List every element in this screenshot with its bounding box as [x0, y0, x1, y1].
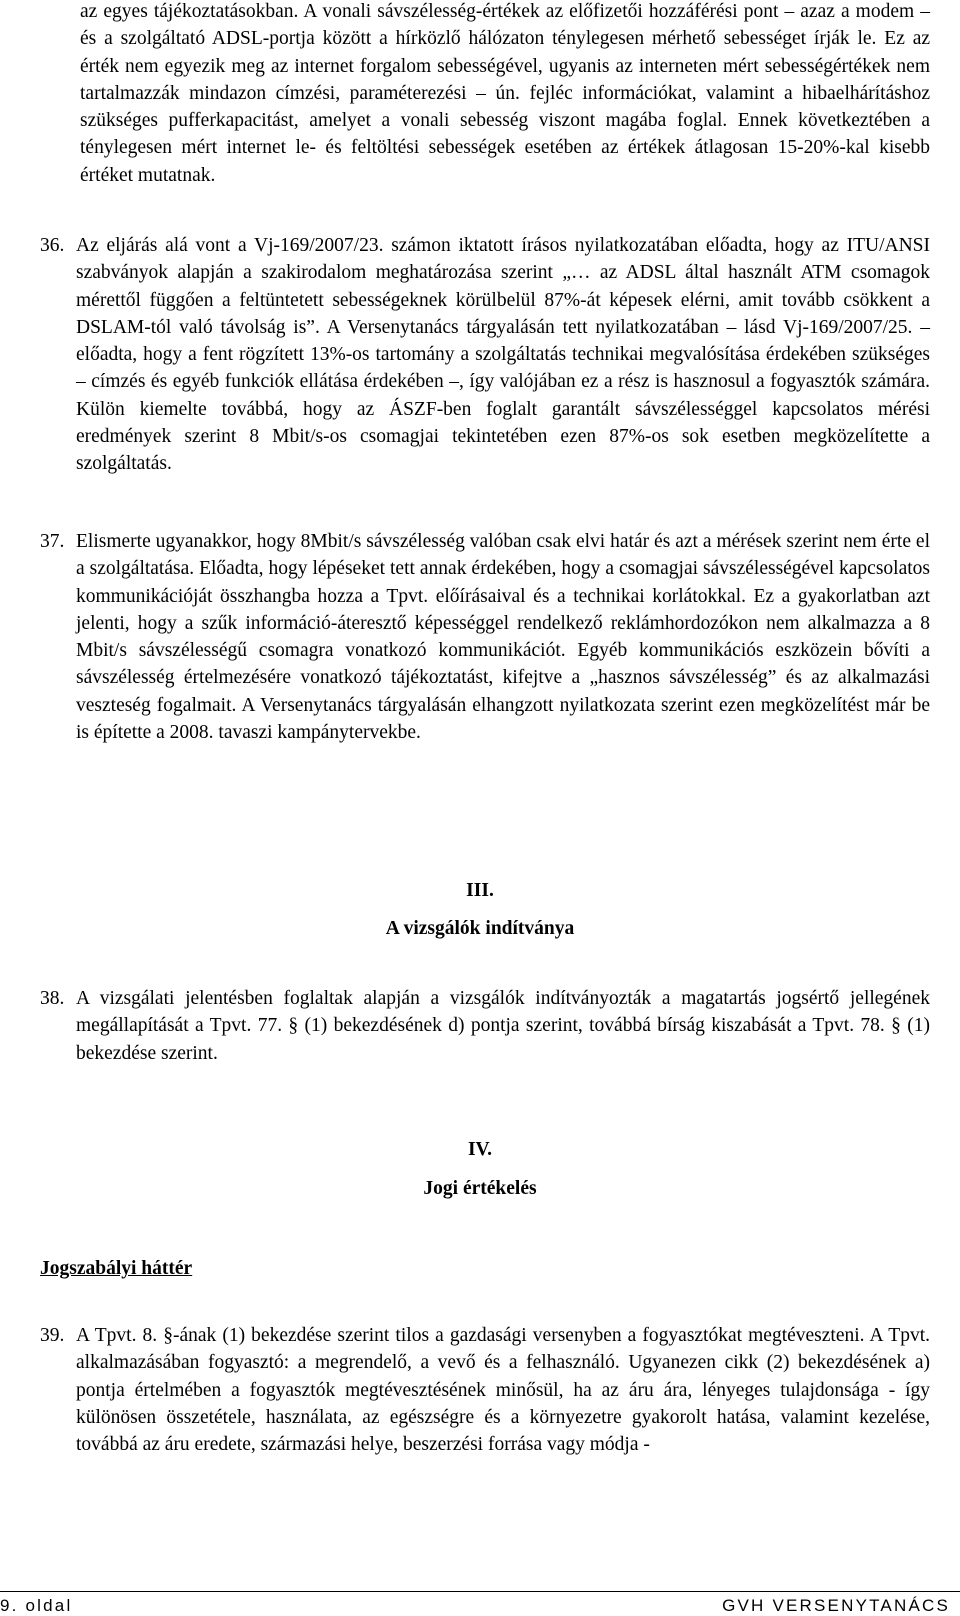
footer-divider: [0, 1591, 960, 1592]
section-title-iii: A vizsgálók indítványa: [385, 918, 575, 939]
section-title-iv: Jogi értékelés: [423, 1178, 537, 1199]
paragraph-text: Az eljárás alá vont a Vj-169/2007/23. számon iktatott írásos nyilatkozatában előadta, hogy az ITU/ANSI szabványok alapján a szakirodalom meghatározása szerint „… az ADSL által használt ATM csomagok mérettől függően a feltüntetett sebességeknek körülbelül 87%-át képesek elérni, amit tovább csökkent a DSLAM-tól való távolság is”. A Versenytanács tárgyalásán tett nyilatkozatában – lásd Vj-169/2007/25. – előadta, hogy a fent rögzített 13%-os tartomány a szolgáltatás technikai megvalósítása érdekében szükséges – címzés és egyéb funkciók ellátása érdekében –, így valójában ez a rész is hasznosul a fogyasztók számára. Külön kiemelte továbbá, hogy az ÁSZF-ben foglalt garantált sávszélességgel kapcsolatos mérési eredmények szerint 8 Mbit/s-os csomagjai tekintetében ezen 87%-os sok esetben megközelítette a szolgáltatás.: [76, 235, 930, 475]
paragraph-number: 39.: [40, 1325, 65, 1346]
paragraph-text: A Tpvt. 8. §-ának (1) bekezdése szerint tilos a gazdasági versenyben a fogyasztókat megtéveszteni. A Tpvt. alkalmazásában fogyasztó: a megrendelő, a vevő és a felhasználó. Ugyanezen cikk (2) bekezdésének a) pontja értelmében a fogyasztók megtévesztésének minősül, ha az áru ára, lényeges tulajdonsága - így különösen összetétele, használata, az egészségre és a környezetre gyakorolt hatása, valamint kezelése, továbbá az áru eredete, származási helye, beszerzési forrása vagy módja -: [76, 1325, 930, 1456]
paragraph-36: [40, 232, 930, 478]
paragraph-number: 38.: [40, 988, 65, 1009]
footer-page-number: 9. oldal: [0, 1596, 73, 1615]
paragraph-text: Elismerte ugyanakkor, hogy 8Mbit/s sávszélesség valóban csak elvi határ és azt a mérések szerint nem érte el a szolgáltatása. Előadta, hogy lépéseket tett annak érdekében, hogy a csomagjai sávszélességével kapcsolatos kommunikációját összhangba hozza a Tpvt. előírásaival és a technikai korlátokkal. Ez a gyakorlatban azt jelenti, hogy a szűk információ-áteresztő képességgel rendelkező reklámhordozókon nem alkalmazza a 8 Mbit/s sávszélességű csomagra vonatkozó kommunikációt. Egyéb kommunikációs eszközein bővíti a sávszélesség értelmezésére vonatkozó tájékoztatást, kifejtve a „hasznos sávszélesség” és az alkalmazási veszteség fogalmait. A Versenytanács tárgyalásán elhangzott nyilatkozata szerint ezen megközelítést már be is építette a 2008. tavaszi kampánytervekbe.: [76, 531, 930, 744]
paragraph-39: [40, 1322, 930, 1458]
paragraph-38: [40, 985, 930, 1067]
paragraph-37: [40, 528, 930, 746]
paragraph-number: 37.: [40, 531, 65, 552]
paragraph-text: A vizsgálati jelentésben foglaltak alapján a vizsgálók indítványozták a magatartás jogsértő jellegének megállapítását a Tpvt. 77. § (1) bekezdésének d) pontja szerint, továbbá bírság kiszabását a Tpvt. 78. § (1) bekezdése szerint.: [76, 988, 930, 1064]
footer-organization: GVH VERSENYTANÁCS: [722, 1596, 950, 1615]
paragraph-number: 36.: [40, 235, 65, 256]
section-numeral-iii: III.: [466, 880, 494, 901]
subheading: Jogszabályi háttér: [40, 1258, 193, 1279]
section-numeral-iv: IV.: [467, 1139, 493, 1160]
intro-paragraph: az egyes tájékoztatásokban. A vonali sávszélesség-értékek az előfizetői hozzáférési pont – azaz a modem – és a szolgáltató ADSL-portja között a hírközlő hálózaton ténylegesen mérhető sebességet írják le. Ez az érték nem egyezik meg az internet forgalom sebességével, ugyanis az interneten mért sebességértékek nem tartalmazzák mindazon címzési, paraméterezési – ún. fejléc információkat, valamint a hibaelhárításhoz szükséges pufferkapacitást, amelyet a vonali sebesség viszont magába foglal. Ennek következtében a ténylegesen mért internet le- és feltöltési sebességek esetében az értékek átlagosan 15-20%-kal kisebb értéket mutatnak.: [80, 1, 930, 186]
